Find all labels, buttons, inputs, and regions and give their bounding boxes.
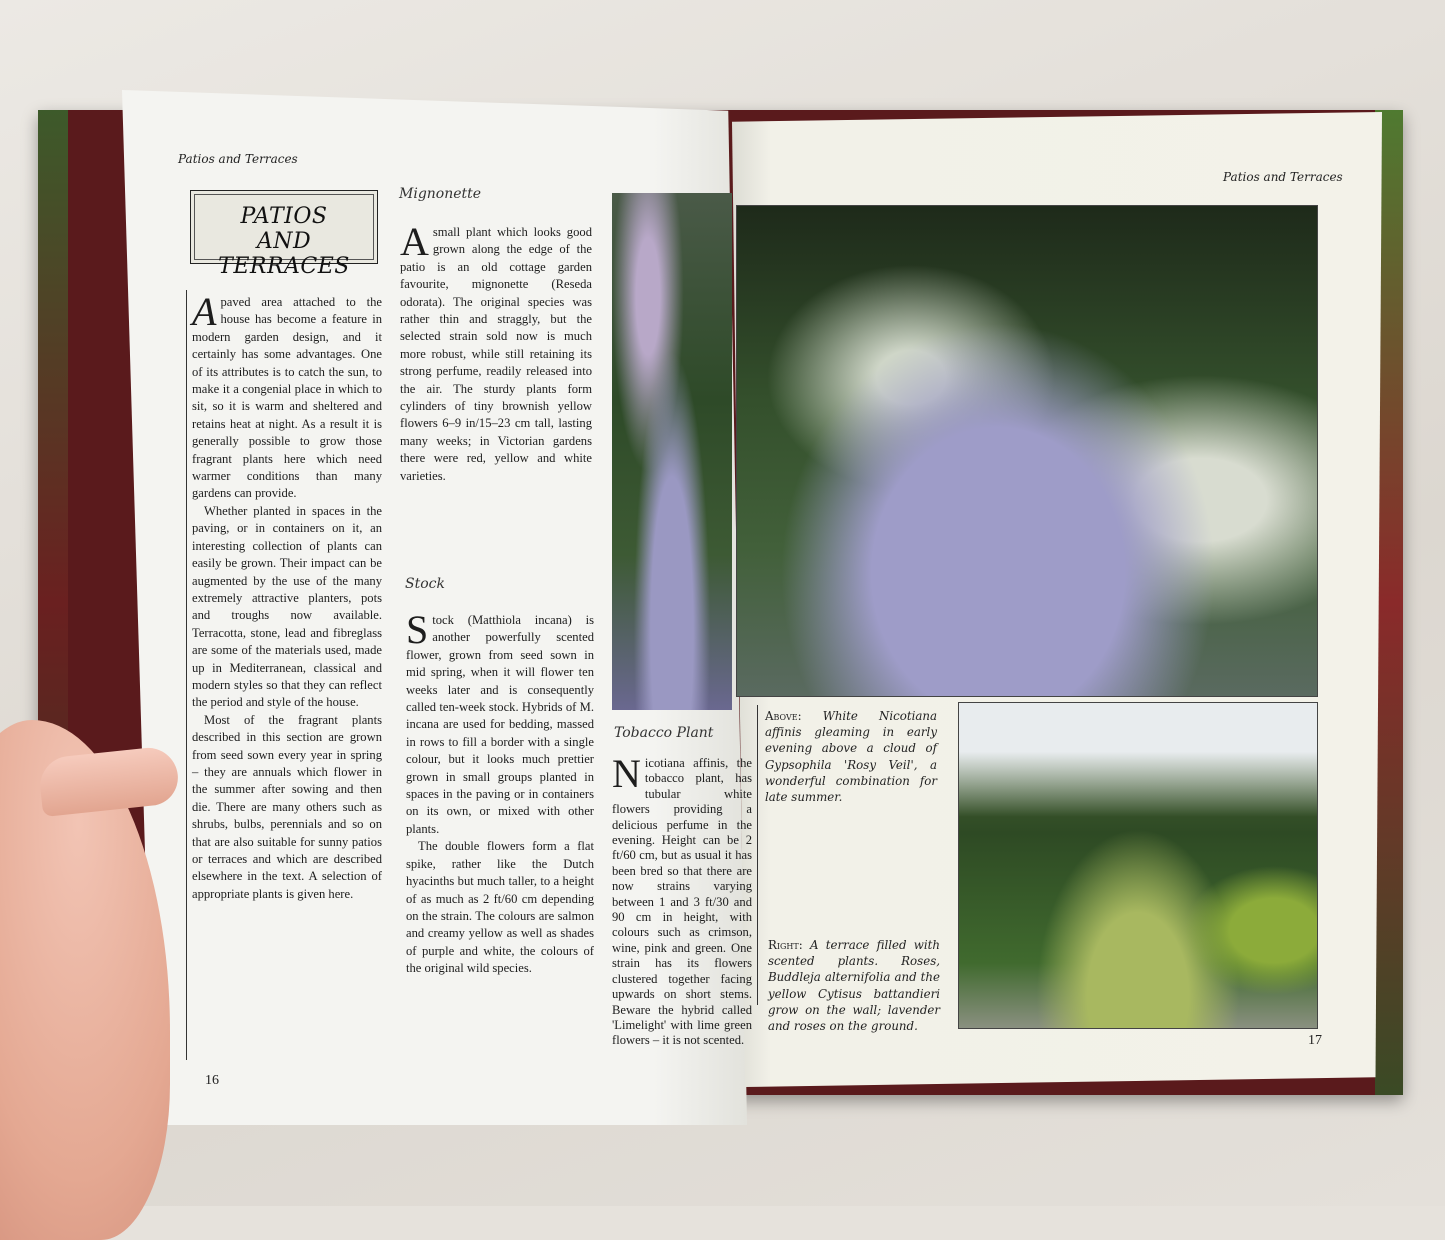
heading-mignonette: Mignonette: [399, 186, 482, 202]
page-number-right: 17: [1308, 1033, 1322, 1048]
photo-nicotiana-gypsophila: [736, 205, 1318, 697]
caption-right: [768, 937, 940, 1034]
caption-text: A terrace filled with scented plants. Roses, Buddleja alternifolia and the yellow Cytisus battandieri grow on the wall; lavender and roses on the ground.: [768, 938, 940, 1034]
mignonette-text: [400, 219, 592, 485]
running-head-left: Patios and Terraces: [178, 152, 298, 166]
drop-cap: A: [192, 289, 217, 334]
intro-column: [192, 289, 382, 903]
drop-cap: A: [400, 219, 429, 264]
column-rule: [186, 290, 187, 1060]
drop-cap: S: [406, 607, 429, 652]
intro-paragraph-1: paved area attached to the house has become a feature in modern garden design, and it certainly has some advantages. One of its attributes is to catch the sun, to make it a congenial place in which to sit, so it is warm and sheltered and retains heat at night. As a result it is generally possible to grow those fragrant plants here which need warmer conditions than many gardens can provide.: [192, 295, 382, 501]
photo-nicotiana-left: [612, 193, 732, 710]
stock-text: [406, 607, 594, 978]
intro-paragraph-2: Whether planted in spaces in the paving, or in containers on it, an interesting collection of plants can easily be grown. Their impact can be augmented by the use of the many extremely attractive planters, pots and troughs now available. Terracotta, stone, lead and fibreglass are some of the materials used, made up in Mediterranean, classical and modern styles so that they can reflect the period and style of the house.: [192, 503, 382, 710]
caption-label: Above:: [765, 709, 802, 723]
page-number-left: 16: [205, 1073, 219, 1088]
caption-label: Right:: [768, 938, 803, 952]
chapter-title-box: [190, 190, 378, 279]
caption-above: [765, 708, 937, 805]
caption-text: White Nicotiana affinis gleaming in early evening above a cloud of Gypsophila 'Rosy Veil', a wonderful combination for late summer.: [765, 709, 938, 805]
photo-terrace: [958, 702, 1318, 1029]
drop-cap: N: [612, 751, 641, 796]
stock-paragraph-2: The double flowers form a flat spike, rather like the Dutch hyacinths but much taller, to a height of as much as 2 ft/60 cm depending on the strain. The colours are salmon and creamy yellow as well as shades of purple and white, the colours of the original wild species.: [406, 839, 594, 976]
mignonette-paragraph: small plant which looks good grown along the edge of the patio is an old cottage garden favourite, mignonette (Reseda odorata). The original species was rather thin and straggly, but the selected strain sold now is much more robust, while still retaining its strong perfume, readily released into the air. The sturdy plants form cylinders of tiny brownish yellow flowers 6–9 in/15–23 cm tall, lasting many weeks; in Victorian gardens there were red, yellow and white varieties.: [400, 225, 592, 483]
heading-tobacco-plant: Tobacco Plant: [614, 725, 714, 741]
heading-stock: Stock: [405, 576, 445, 592]
tobacco-text: [612, 751, 752, 1049]
intro-paragraph-3: Most of the fragrant plants described in this section are grown from seed sown every year in spring – they are annuals which flower in the summer after sowing and then die. There are many others such as shrubs, bulbs, perennials and so on that are also suitable for sunny patios or terraces and which are described elsewhere in the text. A selection of appropriate plants is given here.: [192, 712, 382, 901]
chapter-title: PATIOS AND TERRACES: [218, 204, 350, 279]
stock-paragraph-1: tock (Matthiola incana) is another powerfully scented flower, grown from seed sown in mid spring, when it will flower ten weeks later and is consequently called ten-week stock. Hybrids of M. incana are used for bedding, massed in rows to fill a border with a single colour, but it looks much prettier grown in small groups planted in spaces in the paving or in containers on its own, or mixed with other plants.: [406, 613, 594, 836]
caption-rule: [757, 705, 758, 1005]
tobacco-paragraph: icotiana affinis, the tobacco plant, has tubular white flowers providing a delicious perfume in the evening. Height can be 2 ft/60 cm, but as usual it has been bred so that there are now strains varying between 1 and 3 ft/30 and 90 cm in height, with colours such as crimson, wine, pink and green. One strain has its flowers clustered together facing upwards on short stems. Beware the hybrid called 'Limelight' with lime green flowers – it is not scented.: [612, 756, 752, 1048]
running-head-right: Patios and Terraces: [1223, 170, 1343, 184]
